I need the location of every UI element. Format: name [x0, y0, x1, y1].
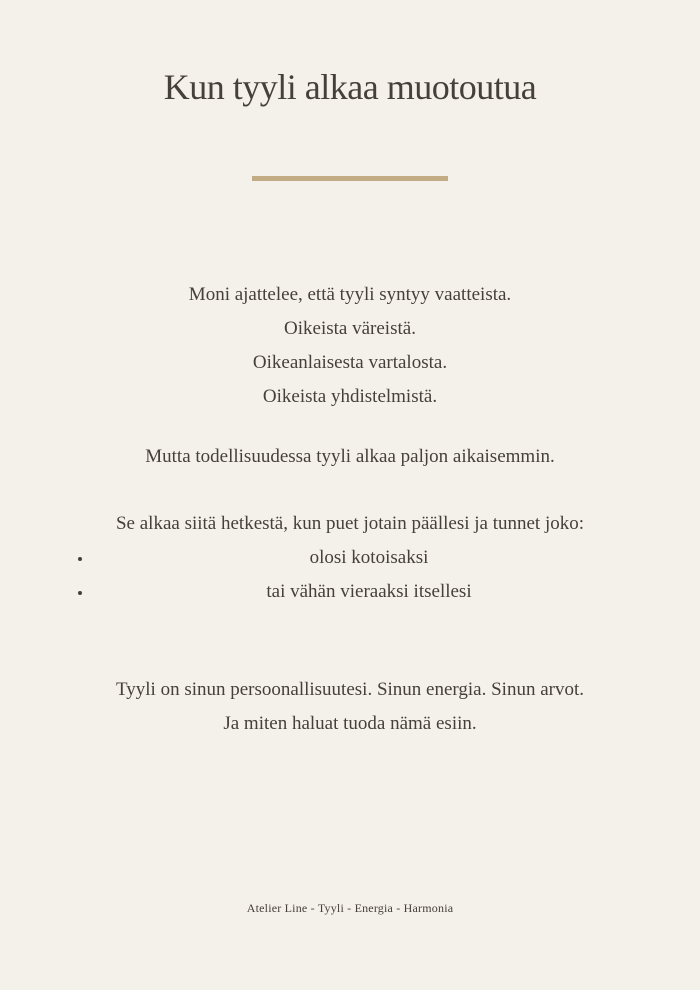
intro-line: Oikeista yhdistelmistä.: [262, 386, 438, 407]
page-title: Kun tyyli alkaa muotoutua: [163, 67, 537, 107]
closing-line: Ja miten haluat tuoda nämä esiin.: [223, 713, 477, 734]
intro-line: Moni ajattelee, että tyyli syntyy vaatteista.: [188, 284, 512, 305]
intro-paragraph: [30, 278, 670, 414]
bullet-item: • tai vähän vieraaksi itsellesi: [93, 575, 645, 609]
intro-line: Oikeanlaisesta vartalosta.: [252, 352, 448, 373]
statement-text: Mutta todellisuudessa tyyli alkaa paljon aikaisemmin.: [145, 446, 555, 467]
divider-line: [252, 176, 448, 181]
trigger-text: Se alkaa siitä hetkestä, kun puet jotain päällesi ja tunnet joko:: [115, 513, 584, 534]
footer-tagline: Atelier Line - Tyyli - Energia - Harmonia: [246, 901, 454, 915]
feelings-list: [75, 541, 645, 609]
intro-line: Oikeista väreistä.: [284, 318, 416, 339]
bullet-item: • olosi kotoisaksi: [93, 541, 645, 575]
closing-line: Tyyli on sinun persoonallisuutesi. Sinun energia. Sinun arvot.: [115, 679, 584, 700]
closing-paragraph: [30, 673, 670, 741]
